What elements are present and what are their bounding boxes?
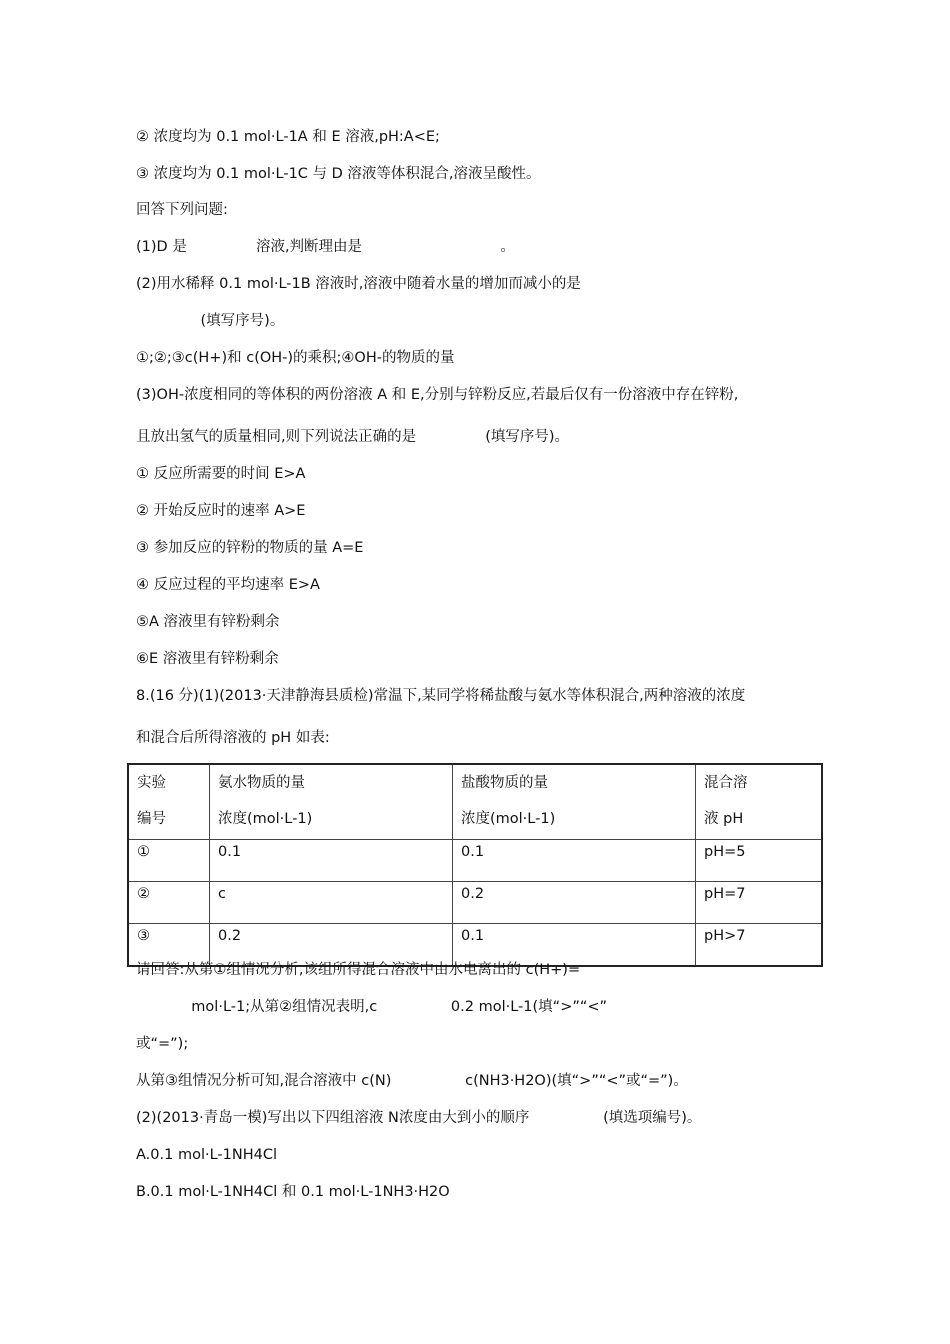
text-line: ③ 参加反应的锌粉的物质的量 A=E [136,540,364,556]
text-line: 从第③组情况分析可知,混合溶液中 c(N) c(NH3·H2O)(填“>”“<”或“=”)。 [136,1073,688,1089]
table-cell: pH>7 [696,924,823,967]
text-line: ①;②;③c(H+)和 c(OH-)的乘积;④OH-的物质的量 [136,350,455,366]
table-row [128,840,822,882]
table-cell: 0.2 [453,882,696,924]
table-row [128,882,822,924]
text-line: ④ 反应过程的平均速率 E>A [136,577,320,593]
table-cell: c [210,882,453,924]
table-cell: ① [128,840,210,882]
text-line: ② 浓度均为 0.1 mol·L-1A 和 E 溶液,pH:A<E; [136,129,440,145]
header-text: 混合溶 [704,775,748,791]
text-line: 请回答:从第①组情况分析,该组所得混合溶液中由水电离出的 c(H+)= [136,962,581,978]
text-line: (2)(2013·青岛一模)写出以下四组溶液 N浓度由大到小的顺序 (填选项编号)。 [136,1110,702,1126]
text-line: (填写序号)。 [136,313,285,329]
text-line: ① 反应所需要的时间 E>A [136,466,306,482]
text-line: (3)OH-浓度相同的等体积的两份溶液 A 和 E,分别与锌粉反应,若最后仅有一份溶液中存在锌粉, [136,387,739,403]
table-cell: ③ [128,924,210,967]
text-line: 回答下列问题: [136,202,228,218]
table-cell: 0.1 [453,840,696,882]
text-line: ⑤A 溶液里有锌粉剩余 [136,614,280,630]
text-line: mol·L-1;从第②组情况表明,c 0.2 mol·L-1(填“>”“<” [136,999,608,1015]
table-header-cell [128,764,210,840]
table-header-row [128,764,822,840]
data-table [127,763,823,967]
header-text: 氨水物质的量 [218,775,305,791]
text-line: (1)D 是 溶液,判断理由是 。 [136,239,515,255]
header-text: 浓度(mol·L-1) [461,811,556,827]
option-line: B.0.1 mol·L-1NH4Cl 和 0.1 mol·L-1NH3·H2O [136,1184,450,1200]
header-text: 编号 [137,811,166,827]
table-cell: pH=5 [696,840,823,882]
table-cell: 0.1 [453,924,696,967]
table-cell: pH=7 [696,882,823,924]
text-line: 且放出氢气的质量相同,则下列说法正确的是 (填写序号)。 [136,429,570,445]
table-header-cell [696,764,823,840]
table-header-cell [453,764,696,840]
text-line: (2)用水稀释 0.1 mol·L-1B 溶液时,溶液中随着水量的增加而减小的是 [136,276,581,292]
text-line: ② 开始反应时的速率 A>E [136,503,306,519]
option-line: A.0.1 mol·L-1NH4Cl [136,1147,277,1163]
header-text: 液 pH [704,811,744,827]
table-header-cell [210,764,453,840]
table-cell: 0.1 [210,840,453,882]
text-line: ③ 浓度均为 0.1 mol·L-1C 与 D 溶液等体积混合,溶液呈酸性。 [136,166,541,182]
table-cell: 0.2 [210,924,453,967]
table-cell: ② [128,882,210,924]
text-line: 和混合后所得溶液的 pH 如表: [136,730,330,746]
text-line: 或“=”); [136,1036,189,1052]
header-text: 实验 [137,775,166,791]
header-text: 盐酸物质的量 [461,775,548,791]
header-text: 浓度(mol·L-1) [218,811,313,827]
question-heading: 8.(16 分)(1)(2013·天津静海县质检)常温下,某同学将稀盐酸与氨水等体积混合,两种溶液的浓度 [136,688,746,704]
text-line: ⑥E 溶液里有锌粉剩余 [136,651,279,667]
